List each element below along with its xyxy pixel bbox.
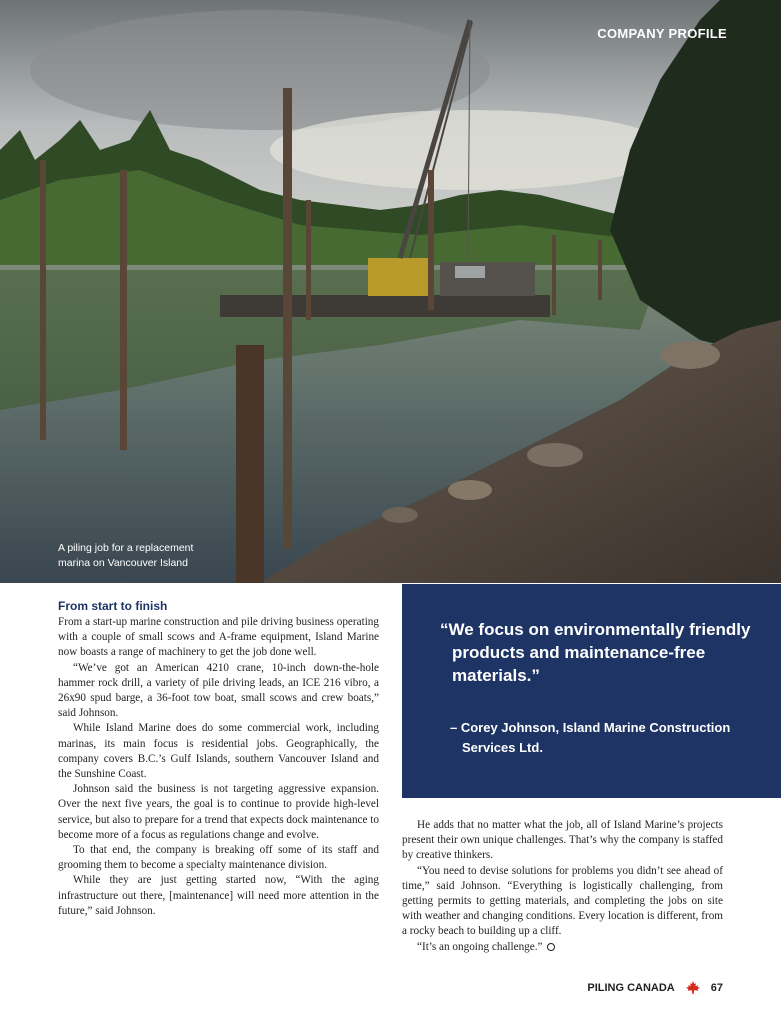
article-paragraph: While Island Marine does do some commercial work, including marinas, its main focus is residential jobs. Geographically, the company covers B.C.’s Gulf Islands, southern Vancouver Island and the Sunshine Coast. (58, 722, 379, 781)
photo-caption: A piling job for a replacement marina on Vancouver Island (58, 542, 194, 569)
end-of-article-icon (547, 943, 555, 951)
article-paragraph-last (402, 940, 723, 955)
maple-leaf-icon (685, 980, 701, 996)
section-label: COMPANY PROFILE (597, 26, 727, 41)
article-column-left (58, 599, 379, 919)
page-footer (587, 979, 723, 997)
article-paragraph: “We’ve got an American 4210 crane, 10-inch down-the-hole hammer rock drill, a variety of pile driving leads, an ICE 216 vibro, a 26x90 spud barge, a 36-foot tow boat, small scows and crew boats,” said Johnson. (58, 661, 379, 720)
article-paragraph: While they are just getting started now, “With the aging infrastructure out there, [maintenance] will need more attention in the future,” said Johnson. (58, 874, 379, 917)
publication-name: PILING CANADA (587, 982, 675, 994)
page-number: 67 (710, 982, 723, 994)
article-paragraph: Johnson said the business is not targeting aggressive expansion. Over the next five years, the goal is to continue to provide high-level service, but also to prepare for a trend that expects dock maintenance to become more of a focus as regulations change and evolve. (58, 783, 379, 841)
article-column-right (402, 818, 723, 955)
article-paragraph: He adds that no matter what the job, all of Island Marine’s projects present their own unique challenges. That’s why the company is staffed by creative thinkers. (402, 819, 723, 862)
article-paragraph: “You need to devise solutions for problems you didn’t see ahead of time,” said Johnson. “Everything is logistically challenging, from getting permits to getting materials, and completing the jobs on site with weather and changing conditions. Every location is different, from a rocky beach to building up a cliff. (402, 864, 723, 938)
pull-quote-box (402, 584, 781, 798)
article-paragraph: From a start-up marine construction and pile driving business operating with a couple of small scows and A-frame equipment, Island Marine now boasts a range of machinery to get the job done well. (58, 616, 379, 659)
pull-quote-attribution: – Corey Johnson, Island Marine Construction Services Ltd. (450, 720, 731, 755)
article-paragraph-text: “It’s an ongoing challenge.” (417, 940, 543, 953)
article-subheading: From start to finish (58, 599, 168, 613)
pull-quote-text: “We focus on environmentally friendly products and maintenance-free materials.” (440, 620, 751, 685)
article-paragraph: To that end, the company is breaking off some of its staff and grooming them to become a specialty maintenance division. (58, 844, 379, 872)
